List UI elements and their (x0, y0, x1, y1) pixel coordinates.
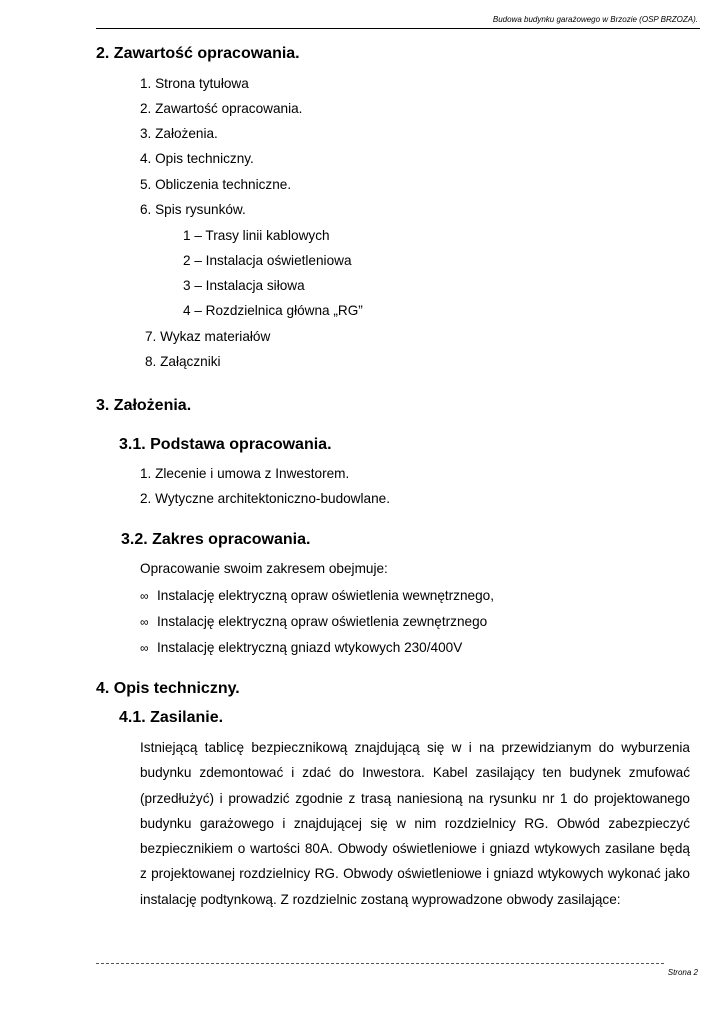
toc-item-2: 2. Zawartość opracowania. (140, 101, 303, 116)
drawing-item-4: 4 – Rozdzielnica główna „RG” (183, 303, 363, 318)
section-4-heading: 4. Opis techniczny. (96, 680, 240, 697)
infinity-bullet-icon: ∞ (140, 641, 149, 655)
infinity-bullet-icon: ∞ (140, 615, 149, 629)
toc-item-4: 4. Opis techniczny. (140, 151, 254, 166)
drawing-item-1: 1 – Trasy linii kablowych (183, 228, 330, 243)
toc-item-1: 1. Strona tytułowa (140, 76, 249, 91)
basis-item-2: 2. Wytyczne architektoniczno-budowlane. (140, 491, 390, 506)
toc-item-6: 6. Spis rysunków. (140, 202, 246, 217)
toc-item-3: 3. Założenia. (140, 126, 218, 141)
toc-item-7: 7. Wykaz materiałów (145, 329, 271, 344)
scope-item-3 (140, 640, 462, 655)
running-header: Budowa budynku garażowego w Brzozie (OSP BRZOZA). (492, 15, 698, 24)
infinity-bullet-icon: ∞ (140, 589, 149, 603)
footer-rule (96, 963, 664, 964)
toc-item-5: 5. Obliczenia techniczne. (140, 177, 292, 192)
scope-intro: Opracowanie swoim zakresem obejmuje: (140, 561, 388, 576)
scope-item-text: Instalację elektryczną opraw oświetlenia zewnętrznego (157, 614, 488, 629)
basis-item-1: 1. Zlecenie i umowa z Inwestorem. (140, 466, 350, 481)
power-supply-paragraph: Istniejącą tablicę bezpiecznikową znajdującą się w i na przewidzianym do wyburzenia budynku zdemontować i zdać do Inwestora. Kabel zasilający ten budynek zmufować (przedłużyć) i prowadzić zgodnie z trasą naniesioną na rysunku nr 1 do projektowanego budynku garażowego i znajdującej się w nim rozdzielnicy RG. Obwód zabezpieczyć bezpiecznikiem o wartości 80A. Obwody oświetleniowe i gniazd wtykowych zasilane będą z projektowanej rozdzielnicy RG. Obwody oświetleniowe i gniazd wtykowych wykonać jako instalację podtynkową. Z rozdzielnic zostaną wyprowadzone obwody zasilające: (140, 740, 690, 907)
scope-item-text: Instalację elektryczną gniazd wtykowych 230/400V (157, 640, 463, 655)
section-4-1-heading: 4.1. Zasilanie. (119, 709, 224, 726)
drawing-item-3: 3 – Instalacja siłowa (183, 278, 305, 293)
section-3-heading: 3. Założenia. (96, 397, 192, 414)
section-3-2-heading: 3.2. Zakres opracowania. (121, 531, 311, 548)
drawing-item-2: 2 – Instalacja oświetleniowa (183, 253, 352, 268)
header-rule (96, 28, 700, 29)
scope-item-1 (140, 588, 494, 603)
scope-item-2 (140, 614, 487, 629)
toc-item-8: 8. Załączniki (145, 354, 221, 369)
section-3-1-heading: 3.1. Podstawa opracowania. (119, 436, 332, 453)
section-2-heading: 2. Zawartość opracowania. (96, 45, 300, 62)
page-number: Strona 2 (667, 968, 698, 977)
scope-item-text: Instalację elektryczną opraw oświetlenia wewnętrznego, (157, 588, 494, 603)
